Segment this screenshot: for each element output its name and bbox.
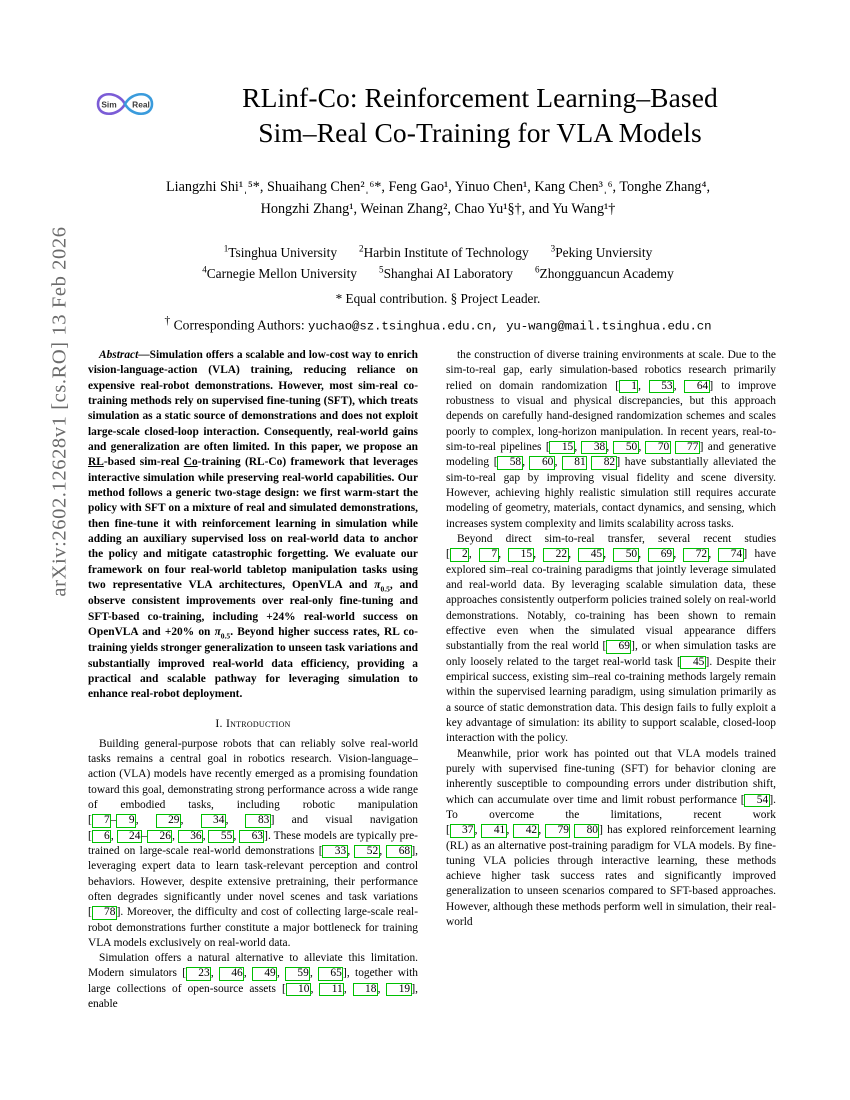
paragraph: Building general-purpose robots that can reliably solve real-world tasks remains a central goal in robotics research. Vision-language–action (VLA) models have recently emerged as a promising foundation toward this goal, demonstrating strong performance across a wide range of embodied tasks, including robotic manipulation [ 7– 9, 29, 34, 83] and visual navigation [ 6, 24– 26, 36, 55, 63]. These models are typically pre-trained on large-scale real-world demonstrations [ 33, 52, 68], leveraging expert data to learn task-relevant perception and control behaviors. However, despite extensive pretraining, their performance often degrades significantly under novel scenes and task variations [ 78]. Moreover, the difficulty and cost of collecting large-scale real-robot demonstrations further constitute a major bottleneck for training VLA models exclusively on real-world data.	[88, 737, 419, 949]
citation-link[interactable]: 7	[92, 814, 112, 827]
right-column	[446, 348, 776, 1012]
abstract-label: Abstract	[99, 349, 139, 361]
citation-link[interactable]: 6	[92, 830, 112, 843]
left-column	[88, 348, 418, 1012]
citation-link[interactable]: 74	[718, 548, 743, 561]
abstract-co-term: Co	[183, 456, 198, 469]
citation-group[interactable]: [ 7– 9, 29, 34, 83]	[88, 814, 275, 827]
citation-link[interactable]: 53	[649, 380, 674, 393]
citation-link[interactable]: 29	[156, 814, 181, 827]
logo-real-label: Real	[132, 99, 150, 110]
title-line-2: Sim–Real Co-Training for VLA Models	[258, 117, 702, 149]
citation-link[interactable]: 15	[508, 548, 533, 561]
citation-link[interactable]: 24	[117, 830, 142, 843]
section-number: I.	[215, 715, 223, 730]
affiliation-6: $^6$Zhongguancun Academy	[534, 265, 674, 282]
paper-header	[88, 80, 788, 336]
sim-real-infinity-logo	[88, 86, 162, 127]
abstract	[88, 348, 418, 703]
citation-link[interactable]: 37	[450, 824, 475, 837]
citation-link[interactable]: 49	[252, 967, 277, 980]
arxiv-stamp: arXiv:2602.12628v1 [cs.RO] 13 Feb 2026	[48, 226, 71, 597]
corresponding-label: Corresponding Authors:	[173, 317, 305, 333]
author-line-1: Liangzhi Shi¹ˌ⁵*, Shuaihang Chen²ˌ⁶*, Feng Gao¹, Yinuo Chen¹, Kang Chen³ˌ⁶, Tonghe Zhang⁴,	[165, 179, 711, 196]
title-line-1: RLinf-Co: Reinforcement Learning–Based	[242, 82, 718, 113]
citation-link[interactable]: 68	[386, 845, 411, 858]
citation-link[interactable]: 22	[543, 548, 568, 561]
paper-body	[88, 348, 776, 1012]
citation-link[interactable]: 50	[613, 548, 638, 561]
citation-link[interactable]: 58	[497, 456, 522, 469]
author-notes: * Equal contribution. § Project Leader.	[335, 290, 541, 306]
abstract-text-1: Simulation offers a scalable and low-cost way to enrich vision-language-action (VLA) training, reducing reliance on expensive real-robot demonstrations. However, most sim-real co-training methods rely on supervised fine-tuning (SFT), which treats simulation as a static source of demonstrations and does not exploit large-scale closed-loop interaction. Consequently, real-world gains and generalization are often limited. In this paper, we propose an	[88, 349, 418, 453]
paragraph: Beyond direct sim-to-real transfer, several recent studies [ 2, 7, 15, 22, 45, 50, 69, 72, 74] have explored sim–real co-training paradigms that jointly leverage simulated and real-world data. By leveraging scalable simulation data, these approaches consistently outperform policies trained solely on real-world demonstrations. Notably, co-training has been shown to remain effective even when the simulated visual appearance differs substantially from the real world [ 69], or when simulation tasks are only loosely related to the target real-world task [ 45]. Despite their empirical success, existing sim–real co-training methods largely remain within the supervised learning paradigm, using simulation primarily as a source of static demonstration data. This design fails to fully exploit a key advantage of simulation: its ability to support scalable, closed-loop interaction with the policy.	[446, 532, 777, 745]
section-title: Introduction	[225, 715, 291, 730]
citation-link[interactable]: 65	[318, 967, 343, 980]
citation-link[interactable]: 70	[645, 441, 670, 454]
right-column-paragraphs	[446, 348, 776, 930]
citation-group[interactable]: [ 10, 11, 18, 19]	[282, 982, 416, 995]
citation-link[interactable]: 54	[744, 794, 769, 807]
affiliation-3: $^3$Peking Unviersity	[550, 243, 653, 260]
page-title	[166, 80, 788, 150]
abstract-pi-symbol-2: $\pi_{0.5}$	[214, 625, 231, 641]
citation-link[interactable]: 36	[178, 830, 203, 843]
citation-group[interactable]: [ 45]	[676, 655, 710, 668]
citation-link[interactable]: 83	[245, 814, 270, 827]
paragraph: Meanwhile, prior work has pointed out that VLA models trained purely with supervised fine-tuning (SFT) for behavior cloning are inherently susceptible to compounding errors under distribution shift, which can accumulate over time and limit robust performance [ 54]. To overcome the limitations, recent work [ 37, 41, 42, 79 80] has explored reinforcement learning (RL) as an alternative post-training paradigm for VLA models. By fine-tuning VLA policies through interactive learning, these methods achieve higher task success rates and significantly improved generalization to unseen scenarios compared to SFT-based approaches. However, although these methods perform well in simulation, their real-world	[446, 747, 777, 929]
citation-link[interactable]: 2	[450, 548, 470, 561]
citation-link[interactable]: 64	[684, 380, 709, 393]
citation-group[interactable]: [ 58, 60, 81 82]	[493, 456, 621, 469]
citation-link[interactable]: 15	[549, 441, 574, 454]
citation-link[interactable]: 33	[322, 845, 347, 858]
citation-group[interactable]: [ 15, 38, 50, 70 77]	[545, 440, 704, 453]
citation-group[interactable]: [ 69]	[602, 640, 635, 653]
abstract-pi-symbol-1: $\pi_{0.5}$	[374, 578, 390, 594]
citation-link[interactable]: 11	[319, 983, 344, 996]
corresponding-authors	[88, 313, 788, 336]
citation-link[interactable]: 80	[574, 824, 599, 837]
citation-link[interactable]: 78	[92, 906, 117, 919]
citation-link[interactable]: 42	[513, 824, 538, 837]
citation-link[interactable]: 7	[479, 548, 499, 561]
affiliation-4: $^4$Carnegie Mellon University	[202, 265, 357, 282]
citation-link[interactable]: 1	[619, 380, 639, 393]
citation-group[interactable]: [ 78]	[88, 906, 121, 919]
citation-link[interactable]: 79	[545, 824, 570, 837]
dagger-marker: †	[164, 315, 171, 328]
citation-link[interactable]: 46	[219, 967, 244, 980]
citation-group[interactable]: [ 33, 52, 68]	[318, 844, 416, 857]
citation-link[interactable]: 18	[353, 983, 378, 996]
citation-link[interactable]: 41	[481, 824, 506, 837]
citation-link[interactable]: 55	[208, 830, 233, 843]
citation-link[interactable]: 72	[683, 548, 708, 561]
citation-group[interactable]: [ 2, 7, 15, 22, 45, 50, 69, 72, 74]	[446, 548, 748, 561]
paragraph: Simulation offers a natural alternative to alleviate this limitation. Modern simulators [ 23, 46, 49, 59, 65], together with large collections of open-source assets [ 10, 11, 18, 19], enable	[88, 952, 418, 1011]
citation-group[interactable]: [ 1, 53, 64]	[615, 379, 714, 392]
citation-link[interactable]: 82	[591, 456, 616, 469]
citation-link[interactable]: 52	[354, 845, 379, 858]
affiliation-row-2	[88, 263, 788, 285]
author-list	[88, 176, 788, 220]
affiliation-1: $^1$Tsinghua University	[223, 243, 338, 260]
citation-link[interactable]: 45	[680, 656, 705, 669]
abstract-text-4: , and observe consistent improvements over real-only fine-tuning and SFT-based co-training, including +24% real-world success on OpenVLA and +20% on	[88, 578, 418, 638]
citation-link[interactable]: 45	[578, 548, 603, 561]
citation-link[interactable]: 69	[606, 640, 631, 653]
citation-link[interactable]: 34	[201, 814, 226, 827]
paragraph: the construction of diverse training environments at scale. Due to the sim-to-real gap, early simulation-based robotics research primarily relied on domain randomization [ 1, 53, 64] to improve robustness to visual and physical discrepancies, but this approach depends on carefully hand-designed randomization schemes and scales poorly to complex, long-horizon manipulation. In recent years, real-to-sim-to-real pipelines [ 15, 38, 50, 70 77] and generative modeling [ 58, 60, 81 82] have substantially alleviated the sim-to-real gap by improving visual fidelity and scene diversity. However, achieving highly realistic simulation still requires accurate modeling of geometry, materials, contact dynamics, and sensing, which increases system complexity and limits scalability across tasks.	[446, 349, 777, 530]
affiliation-row-1	[88, 241, 788, 263]
author-line-2: Hongzhi Zhang¹, Weinan Zhang², Chao Yu¹§†, and Yu Wang¹†	[260, 201, 616, 218]
abstract-rl-term: RL	[88, 456, 104, 469]
abstract-text-3: -training (RL-Co) framework that leverages interactive simulation while preserving real-world capabilities. Our method follows a generic two-stage design: we first warm-start the policy with SFT on a mixture of real and simulated demonstrations, then fine-tune it with reinforcement learning in simulation while adding an auxiliary supervised loss on real-world data to anchor the policy and mitigate catastrophic forgetting. We evaluate our framework on four real-world tabletop manipulation tasks using two representative VLA architectures, OpenVLA and	[88, 456, 418, 591]
citation-link[interactable]: 26	[147, 830, 172, 843]
affiliation-list	[88, 241, 788, 284]
citation-link[interactable]: 60	[529, 456, 554, 469]
citation-link[interactable]: 59	[285, 967, 310, 980]
affiliation-2: $^2$Harbin Institute of Technology	[359, 243, 529, 260]
citation-group[interactable]: [ 54]	[740, 793, 774, 806]
citation-group[interactable]: [ 37, 41, 42, 79 80]	[446, 824, 603, 837]
affiliation-5: $^5$Shanghai AI Laboratory	[379, 265, 513, 282]
citation-link[interactable]: 23	[186, 967, 211, 980]
citation-link[interactable]: 38	[581, 441, 606, 454]
citation-link[interactable]: 10	[286, 983, 311, 996]
title-row	[88, 80, 788, 150]
logo-sim-label: Sim	[101, 99, 117, 110]
citation-group[interactable]: [ 23, 46, 49, 59, 65]	[182, 967, 347, 980]
citation-link[interactable]: 69	[648, 548, 673, 561]
citation-link[interactable]: 9	[116, 814, 136, 827]
citation-group[interactable]: [ 6, 24– 26, 36, 55, 63]	[88, 829, 268, 842]
abstract-text-2: -based sim-real	[103, 456, 184, 469]
citation-link[interactable]: 77	[675, 441, 700, 454]
section-heading-introduction	[88, 716, 418, 732]
abstract-dash: —	[138, 349, 150, 361]
abstract-text-5: . Beyond higher success rates, RL co-training yields stronger generalization to unseen task variations and substantially improved real-world data efficiency, providing a practical and scalable pathway for leveraging simulation to enhance real-robot deployment.	[88, 625, 418, 701]
corresponding-emails[interactable]: yuchao@sz.tsinghua.edu.cn, yu-wang@mail.tsinghua.edu.cn	[308, 319, 712, 334]
citation-link[interactable]: 63	[239, 830, 264, 843]
left-column-paragraphs	[88, 737, 418, 1013]
citation-link[interactable]: 81	[562, 456, 587, 469]
citation-link[interactable]: 19	[386, 983, 411, 996]
citation-link[interactable]: 50	[613, 441, 638, 454]
